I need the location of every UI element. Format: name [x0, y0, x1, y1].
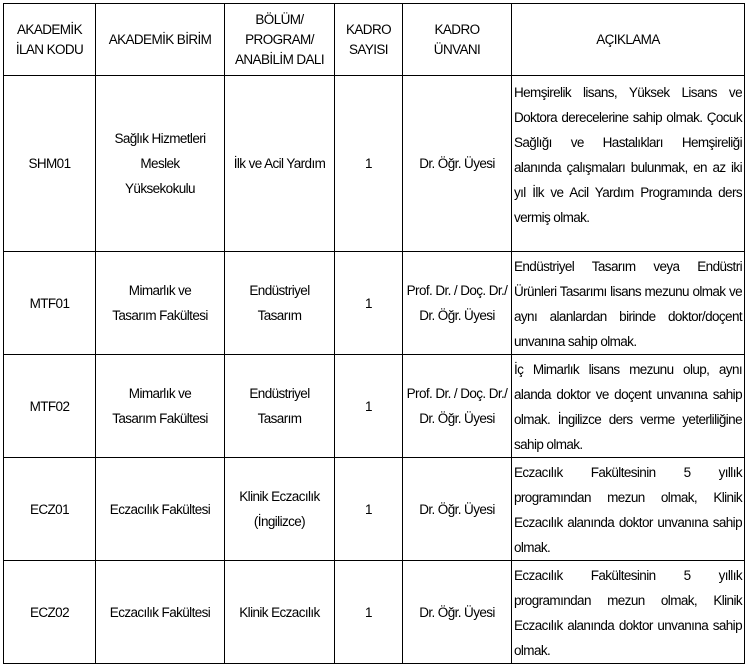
cell-count: 1	[335, 252, 403, 355]
cell-title: Prof. Dr. / Doç. Dr./ Dr. Öğr. Üyesi	[403, 252, 512, 355]
header-dept	[225, 4, 335, 76]
header-unit-line: AKADEMİK BİRİM	[108, 31, 212, 47]
cell-unit: Eczacılık Fakültesi	[96, 561, 225, 664]
cell-unit: Sağlık Hizmetleri Meslek Yüksekokulu	[96, 76, 225, 252]
cell-desc: Hemşirelik lisans, Yüksek Lisans ve Doktora derecelerine sahip olmak. Çocuk Sağlığı ve Hastalıkları Hemşireliği alanında çalışmaları bulunmak, en az iki yıl İlk ve Acil Yardım Programında ders vermiş olmak.	[512, 76, 745, 252]
header-dept-line: ANABİLİM DALI	[235, 51, 324, 67]
cell-desc: İç Mimarlık lisans mezunu olup, aynı alanda doktor ve doçent unvanına sahip olmak. İngilizce ders verme yeterliliğine sahip olmak.	[512, 355, 745, 458]
header-title-line: KADRO	[434, 21, 480, 37]
header-desc-line: AÇIKLAMA	[596, 31, 660, 47]
header-count	[335, 4, 403, 76]
header-desc	[512, 4, 745, 76]
cell-count: 1	[335, 458, 403, 561]
cell-code: MTF02	[4, 355, 96, 458]
header-title-line: ÜNVANI	[433, 41, 481, 57]
cell-code: ECZ01	[4, 458, 96, 561]
cell-dept: Endüstriyel Tasarım	[225, 252, 335, 355]
cell-unit: Eczacılık Fakültesi	[96, 458, 225, 561]
cell-unit: Mimarlık ve Tasarım Fakültesi	[96, 252, 225, 355]
cell-title: Dr. Öğr. Üyesi	[403, 76, 512, 252]
cell-unit: Mimarlık ve Tasarım Fakültesi	[96, 355, 225, 458]
header-title	[403, 4, 512, 76]
table-row	[4, 252, 745, 355]
header-code	[4, 4, 96, 76]
cell-count: 1	[335, 76, 403, 252]
cell-title: Dr. Öğr. Üyesi	[403, 458, 512, 561]
cell-count: 1	[335, 561, 403, 664]
cell-count: 1	[335, 355, 403, 458]
header-row	[4, 4, 745, 76]
academic-positions-table	[3, 3, 745, 664]
cell-title: Prof. Dr. / Doç. Dr./ Dr. Öğr. Üyesi	[403, 355, 512, 458]
cell-code: MTF01	[4, 252, 96, 355]
header-dept-line: PROGRAM/	[245, 31, 314, 47]
cell-desc: Endüstriyel Tasarım veya Endüstri Ürünleri Tasarımı lisans mezunu olmak ve aynı alanlardan birinde doktor/doçent unvanına sahip olmak.	[512, 252, 745, 355]
cell-desc: Eczacılık Fakültesinin 5 yıllık programından mezun olmak, Klinik Eczacılık alanında doktor unvanına sahip olmak.	[512, 458, 745, 561]
table-row	[4, 561, 745, 664]
cell-dept: Klinik Eczacılık (İngilizce)	[225, 458, 335, 561]
header-code-line: AKADEMİK	[17, 21, 82, 37]
cell-title: Dr. Öğr. Üyesi	[403, 561, 512, 664]
cell-code: SHM01	[4, 76, 96, 252]
cell-dept: Endüstriyel Tasarım	[225, 355, 335, 458]
header-unit	[96, 4, 225, 76]
cell-dept: Klinik Eczacılık	[225, 561, 335, 664]
header-count-line: SAYISI	[349, 41, 388, 57]
table-row	[4, 76, 745, 252]
cell-code: ECZ02	[4, 561, 96, 664]
header-dept-line: BÖLÜM/	[255, 11, 304, 27]
header-code-line: İLAN KODU	[15, 41, 84, 57]
cell-dept: İlk ve Acil Yardım	[225, 76, 335, 252]
header-count-line: KADRO	[345, 21, 391, 37]
table-row	[4, 458, 745, 561]
cell-desc: Eczacılık Fakültesinin 5 yıllık programından mezun olmak, Klinik Eczacılık alanında doktor unvanına sahip olmak.	[512, 561, 745, 664]
table-row	[4, 355, 745, 458]
